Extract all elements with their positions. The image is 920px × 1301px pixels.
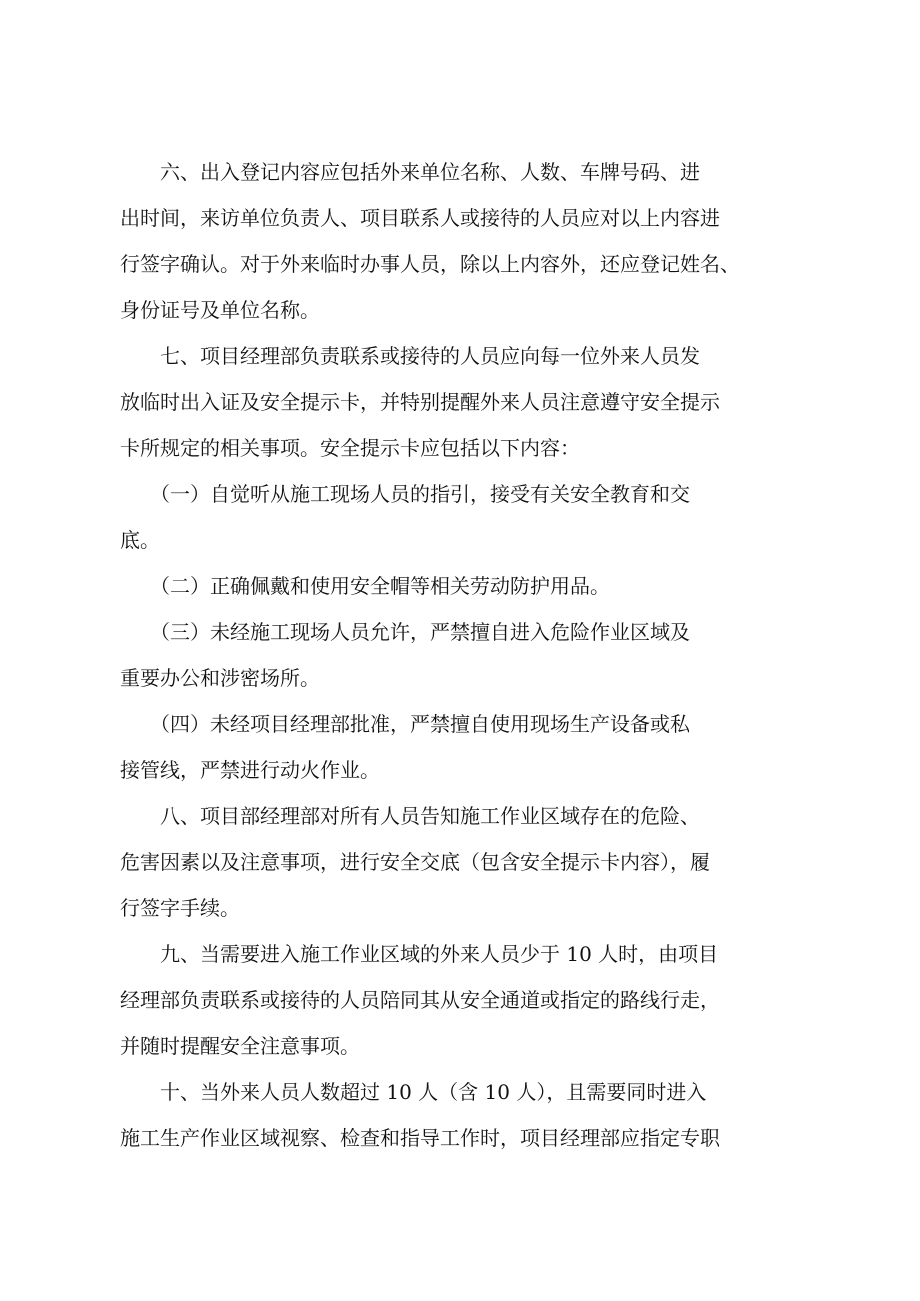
text-line: 施工生产作业区域视察、检查和指导工作时，项目经理部应指定专职 bbox=[120, 1126, 720, 1150]
text-line: 行签字确认。对于外来临时办事人员，除以上内容外，还应登记姓名、 bbox=[120, 252, 740, 276]
text-line: 身份证号及单位名称。 bbox=[120, 298, 320, 322]
text-line: 底。 bbox=[120, 528, 160, 552]
text-line: 接管线，严禁进行动火作业。 bbox=[120, 758, 380, 782]
text-line: 六、出入登记内容应包括外来单位名称、人数、车牌号码、进 bbox=[120, 160, 700, 184]
text-line: （一）自觉听从施工现场人员的指引，接受有关安全教育和交 bbox=[120, 482, 690, 506]
text-line: 八、项目部经理部对所有人员告知施工作业区域存在的危险、 bbox=[120, 804, 700, 828]
text-line: 九、当需要进入施工作业区域的外来人员少于 10 人时，由项目 bbox=[120, 942, 719, 966]
text-line: 放临时出入证及安全提示卡，并特别提醒外来人员注意遵守安全提示 bbox=[120, 390, 720, 414]
text-line: （四）未经项目经理部批准，严禁擅自使用现场生产设备或私 bbox=[120, 712, 690, 736]
text-line: 卡所规定的相关事项。安全提示卡应包括以下内容： bbox=[120, 436, 580, 460]
text-line: 出时间，来访单位负责人、项目联系人或接待的人员应对以上内容进 bbox=[120, 206, 720, 230]
text-line: 重要办公和涉密场所。 bbox=[120, 666, 320, 690]
text-line: 并随时提醒安全注意事项。 bbox=[120, 1034, 360, 1058]
text-line: 危害因素以及注意事项，进行安全交底（包含安全提示卡内容），履 bbox=[120, 850, 710, 874]
text-line: （二）正确佩戴和使用安全帽等相关劳动防护用品。 bbox=[120, 574, 610, 598]
text-line: 行签字手续。 bbox=[120, 896, 240, 920]
text-line: 十、当外来人员人数超过 10 人（含 10 人），且需要同时进入 bbox=[120, 1080, 707, 1104]
text-line: 经理部负责联系或接待的人员陪同其从安全通道或指定的路线行走， bbox=[120, 988, 720, 1012]
text-line: （三）未经施工现场人员允许，严禁擅自进入危险作业区域及 bbox=[120, 620, 690, 644]
text-line: 七、项目经理部负责联系或接待的人员应向每一位外来人员发 bbox=[120, 344, 700, 368]
